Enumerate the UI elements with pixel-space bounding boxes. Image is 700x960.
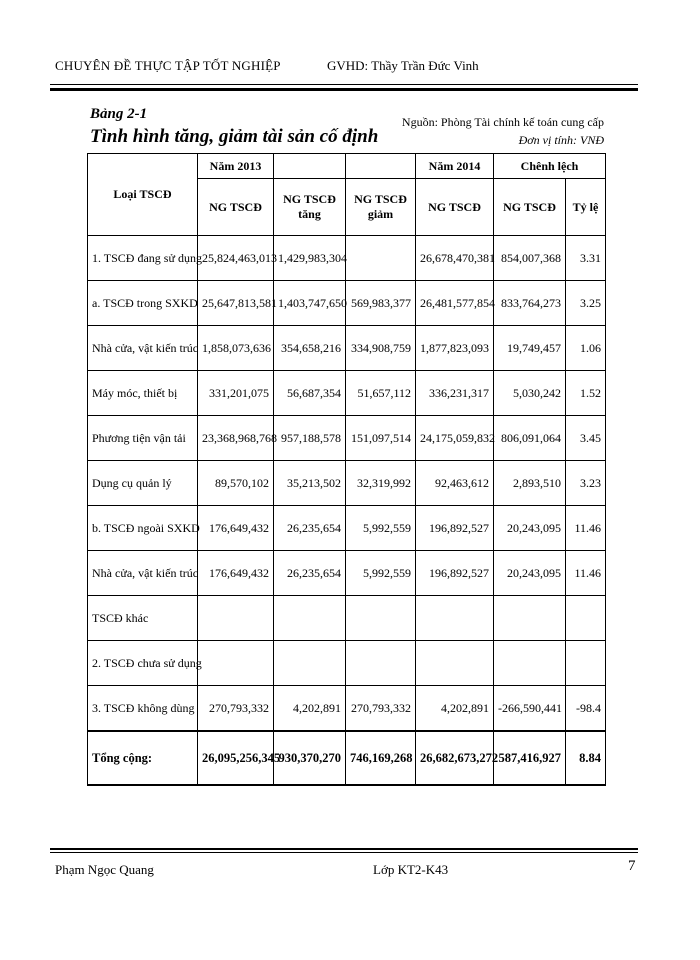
table-row: [88, 596, 606, 641]
cell-value-2014: 1,877,823,093: [416, 326, 494, 371]
cell-increase: 56,687,354: [274, 371, 346, 416]
cell-increase: 26,235,654: [274, 506, 346, 551]
footer-rule-thick: [50, 848, 638, 850]
cell-decrease: [346, 641, 416, 686]
cell-difference: [494, 596, 566, 641]
cell-category: b. TSCĐ ngoài SXKD: [88, 506, 198, 551]
cell-difference: 19,749,457: [494, 326, 566, 371]
table-row: [88, 551, 606, 596]
header-year-2013: Năm 2013: [198, 154, 274, 179]
header-blank-dec: [346, 154, 416, 179]
cell-value-2014: 92,463,612: [416, 461, 494, 506]
cell-increase: 957,188,578: [274, 416, 346, 461]
cell-category: TSCĐ khác: [88, 596, 198, 641]
cell-category: Nhà cửa, vật kiến trúc: [88, 326, 198, 371]
cell-increase: 4,202,891: [274, 686, 346, 732]
cell-decrease: 746,169,268: [346, 731, 416, 785]
table-row: [88, 641, 606, 686]
group-header-row: [88, 154, 606, 179]
cell-value-2014: 26,682,673,272: [416, 731, 494, 785]
cell-difference: 20,243,095: [494, 506, 566, 551]
cell-difference: 587,416,927: [494, 731, 566, 785]
cell-difference: 854,007,368: [494, 236, 566, 281]
cell-category: Máy móc, thiết bị: [88, 371, 198, 416]
header-ng-increase: NG TSCĐ tăng: [274, 179, 346, 236]
table-row: [88, 236, 606, 281]
cell-increase: 1,429,983,304: [274, 236, 346, 281]
cell-category: 3. TSCĐ không dùng: [88, 686, 198, 732]
header-diff-ng: NG TSCĐ: [494, 179, 566, 236]
cell-value-2014: 196,892,527: [416, 506, 494, 551]
cell-ratio: 3.25: [566, 281, 606, 326]
cell-ratio: 3.23: [566, 461, 606, 506]
cell-difference: 2,893,510: [494, 461, 566, 506]
cell-value-2014: 24,175,059,832: [416, 416, 494, 461]
table-number: Bảng 2-1: [90, 106, 148, 122]
cell-decrease: [346, 596, 416, 641]
cell-increase: 354,658,216: [274, 326, 346, 371]
cell-value-2013: 176,649,432: [198, 506, 274, 551]
fixed-assets-table: [87, 153, 606, 786]
header-ng-2013: NG TSCĐ: [198, 179, 274, 236]
source-note: Nguồn: Phòng Tài chính kế toán cung cấp: [401, 115, 604, 129]
cell-decrease: 569,983,377: [346, 281, 416, 326]
cell-ratio: [566, 596, 606, 641]
cell-category: Nhà cửa, vật kiến trúc: [88, 551, 198, 596]
cell-value-2013: 89,570,102: [198, 461, 274, 506]
cell-difference: [494, 641, 566, 686]
cell-value-2014: 336,231,317: [416, 371, 494, 416]
unit-note: Đơn vị tính: VNĐ: [518, 133, 604, 147]
header-ng-2014: NG TSCĐ: [416, 179, 494, 236]
cell-value-2013: 25,824,463,013: [198, 236, 274, 281]
cell-value-2013: [198, 641, 274, 686]
cell-value-2013: 25,647,813,581: [198, 281, 274, 326]
cell-value-2013: 331,201,075: [198, 371, 274, 416]
cell-ratio: 11.46: [566, 506, 606, 551]
cell-difference: 833,764,273: [494, 281, 566, 326]
cell-decrease: 270,793,332: [346, 686, 416, 732]
total-row: [88, 731, 606, 785]
cell-increase: [274, 596, 346, 641]
header-ng-decrease: NG TSCĐ giảm: [346, 179, 416, 236]
cell-ratio: 3.45: [566, 416, 606, 461]
cell-value-2013: 23,368,968,768: [198, 416, 274, 461]
footer-class: Lớp KT2-K43: [373, 862, 449, 877]
cell-category: a. TSCĐ trong SXKD: [88, 281, 198, 326]
cell-category: Phương tiện vận tải: [88, 416, 198, 461]
table-row: [88, 416, 606, 461]
cell-value-2014: 196,892,527: [416, 551, 494, 596]
cell-value-2013: 1,858,073,636: [198, 326, 274, 371]
cell-ratio: 8.84: [566, 731, 606, 785]
cell-increase: 1,403,747,650: [274, 281, 346, 326]
table-row: [88, 461, 606, 506]
header-category: Loại TSCĐ: [88, 154, 198, 236]
cell-increase: [274, 641, 346, 686]
header-blank-inc: [274, 154, 346, 179]
header-advisor: GVHD: Thầy Trần Đức Vinh: [327, 58, 479, 73]
cell-value-2013: [198, 596, 274, 641]
header-rule-thin: [50, 84, 638, 85]
cell-value-2014: [416, 596, 494, 641]
cell-decrease: 51,657,112: [346, 371, 416, 416]
cell-difference: 5,030,242: [494, 371, 566, 416]
cell-decrease: 334,908,759: [346, 326, 416, 371]
cell-difference: 20,243,095: [494, 551, 566, 596]
cell-increase: 35,213,502: [274, 461, 346, 506]
table-row: [88, 326, 606, 371]
footer-author: Phạm Ngọc Quang: [55, 862, 154, 877]
cell-value-2014: 26,481,577,854: [416, 281, 494, 326]
table-title: Tình hình tăng, giảm tài sản cố định: [90, 126, 379, 147]
table-row: [88, 281, 606, 326]
header-year-2014: Năm 2014: [416, 154, 494, 179]
header-difference: Chênh lệch: [494, 154, 606, 179]
cell-value-2013: 176,649,432: [198, 551, 274, 596]
cell-decrease: 151,097,514: [346, 416, 416, 461]
cell-value-2014: [416, 641, 494, 686]
cell-value-2014: 26,678,470,381: [416, 236, 494, 281]
cell-value-2013: 26,095,256,345: [198, 731, 274, 785]
cell-decrease: 5,992,559: [346, 551, 416, 596]
cell-difference: -266,590,441: [494, 686, 566, 732]
cell-decrease: 5,992,559: [346, 506, 416, 551]
table-row: [88, 506, 606, 551]
cell-ratio: 1.52: [566, 371, 606, 416]
cell-decrease: 32,319,992: [346, 461, 416, 506]
cell-value-2013: 270,793,332: [198, 686, 274, 732]
cell-value-2014: 4,202,891: [416, 686, 494, 732]
cell-increase: 930,370,270: [274, 731, 346, 785]
table-row: [88, 371, 606, 416]
table-row: [88, 686, 606, 732]
cell-ratio: 11.46: [566, 551, 606, 596]
page-number: 7: [628, 858, 636, 874]
cell-ratio: 3.31: [566, 236, 606, 281]
cell-category: Tổng cộng:: [88, 731, 198, 785]
header-topic: CHUYÊN ĐỀ THỰC TẬP TỐT NGHIỆP: [55, 58, 281, 73]
cell-increase: 26,235,654: [274, 551, 346, 596]
cell-decrease: [346, 236, 416, 281]
cell-ratio: [566, 641, 606, 686]
cell-ratio: 1.06: [566, 326, 606, 371]
header-rule-thick: [50, 88, 638, 91]
cell-category: 1. TSCĐ đang sử dụng: [88, 236, 198, 281]
cell-difference: 806,091,064: [494, 416, 566, 461]
cell-category: Dụng cụ quản lý: [88, 461, 198, 506]
cell-category: 2. TSCĐ chưa sử dụng: [88, 641, 198, 686]
footer-rule-thin: [50, 852, 638, 853]
cell-ratio: -98.4: [566, 686, 606, 732]
header-ratio: Tỷ lệ: [566, 179, 606, 236]
table-body: [88, 236, 606, 786]
